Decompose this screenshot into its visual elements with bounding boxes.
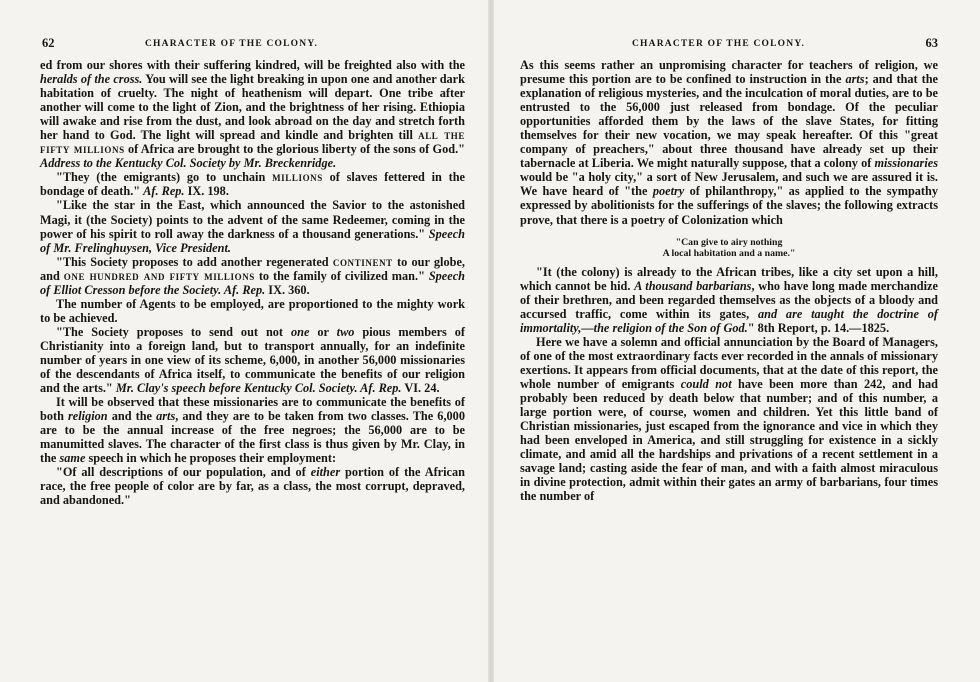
paragraph bbox=[40, 58, 465, 170]
text-run: same bbox=[59, 451, 86, 466]
text-run: You will see the light breaking in upon one and another dark habitation of cruelty. The night of heathenism will depart. One tribe after another will come to the light of Zion, and the brightness of her rising. Ethiopia will awake and rise from the dust, and look abroad on the day and stretch forth her hand to God. The light will spread and kindle and brighten till bbox=[40, 72, 465, 143]
text-run: missionaries bbox=[874, 156, 938, 171]
text-run: "This Society proposes to add another regenerated bbox=[56, 254, 333, 269]
left-running-head bbox=[40, 36, 465, 58]
text-run: VI. 24. bbox=[401, 381, 440, 396]
paragraph bbox=[520, 58, 938, 227]
text-run: arts bbox=[845, 72, 865, 87]
text-run: "Of all descriptions of our population, and of bbox=[56, 465, 311, 480]
text-run: heralds of the cross. bbox=[40, 72, 143, 87]
text-run: , who have long made merchandize of their brethren, and been regarded themselves as the objects of a bloody and accursed traffic, come within its gates, bbox=[520, 278, 938, 321]
text-run: IX. 360. bbox=[265, 282, 310, 297]
paragraph bbox=[40, 465, 465, 507]
text-run: "They (the emigrants) go to unchain bbox=[56, 170, 273, 185]
text-run: Mr. Clay's speech before Kentucky Col. Society. Af. Rep. bbox=[115, 381, 402, 396]
paragraph bbox=[40, 198, 465, 254]
text-run: A thousand barbarians bbox=[634, 278, 752, 293]
text-run: , and they are to be taken from two classes. The 6,000 are to be the annual increase of the free negroes; the 56,000 are to be manumitted slaves. The character of the first class is thus given by Mr. Clay, in the bbox=[40, 409, 465, 466]
text-run: Address to the Kentucky Col. Society by Mr. Breckenridge. bbox=[40, 156, 337, 171]
text-run: Speech of Elliot Cresson before the Society. Af. Rep. bbox=[40, 268, 466, 297]
paragraph bbox=[40, 395, 465, 465]
right-page-number: 63 bbox=[925, 36, 938, 50]
text-run: "It (the colony) is already to the African tribes, like a city set upon a hill, which cannot be hid. bbox=[520, 264, 938, 293]
right-running-title: CHARACTER OF THE COLONY. bbox=[632, 39, 806, 49]
right-page bbox=[520, 36, 938, 503]
text-run: of Africa are brought to the glorious liberty of the sons of God." bbox=[124, 142, 465, 157]
text-run: arts bbox=[156, 409, 176, 424]
text-run: Speech of Mr. Frelinghuysen, Vice President. bbox=[40, 226, 465, 255]
text-run: and are taught the doctrine of immortality,—the religion of the Son of God. bbox=[520, 306, 938, 335]
text-run: to the family of civilized man." bbox=[254, 268, 429, 283]
text-run: IX. 198. bbox=[184, 184, 229, 199]
right-running-head bbox=[520, 36, 938, 58]
text-run: one bbox=[290, 324, 310, 339]
text-run: and the bbox=[107, 409, 157, 424]
text-run: would be "a holy city," a sort of New Jerusalem, and such we are assured it is. We have heard of "the bbox=[520, 170, 938, 199]
text-run: millions bbox=[272, 170, 323, 185]
page-gutter bbox=[488, 0, 494, 682]
text-run: Af. Rep. bbox=[143, 184, 185, 199]
text-run: It will be observed that these missionaries are to communicate the benefits of both bbox=[40, 395, 465, 424]
text-run: portion of the African race, the free people of color are by far, as a class, the most corrupt, depraved, and abandoned." bbox=[40, 465, 465, 508]
paragraph bbox=[520, 265, 938, 335]
left-running-title: CHARACTER OF THE COLONY. bbox=[145, 39, 319, 49]
text-run: religion bbox=[68, 409, 108, 424]
text-run: Here we have a solemn and official annunciation by the Board of Managers, of one of the most extraordinary facts ever recorded in the annals of missionary exertions. It appears from official documents, that at the date of this report, the whole number of emigrants bbox=[520, 334, 938, 391]
text-run: As this seems rather an unpromising character for teachers of religion, we presume this portion are to be confined to instruction in the bbox=[520, 58, 938, 87]
paragraph bbox=[40, 297, 465, 325]
text-run: of philanthropy," as applied to the sympathy expressed by abolitionists for the sufferings of the slaves; the following extracts prove, that there is a poetry of Colonization which bbox=[520, 184, 939, 227]
paragraph bbox=[40, 170, 465, 198]
left-page-number: 62 bbox=[42, 36, 55, 50]
text-run: either bbox=[310, 465, 341, 480]
left-page-text bbox=[40, 58, 465, 508]
text-run: " 8th Report, p. 14.—1825. bbox=[747, 320, 890, 335]
text-run: "Like the star in the East, which announced the Savior to the astonished Magi, it (the Society) points to the advent of the same Redeemer, coming in the power of his spirit to roll away the darkness of a thousand generations." bbox=[40, 198, 465, 241]
text-run: pious members of Christianity into a foreign land, but to transport annually, for an indefinite number of years in one view of its scheme, 6,000, in another 56,000 missionaries of the descendants of Africa itself, to communicate the benefits of our religion and the arts." bbox=[40, 324, 465, 396]
text-run: could not bbox=[680, 376, 732, 391]
text-run: "The Society proposes to send out not bbox=[56, 324, 291, 339]
text-run: have been more than 242, and had probably been reduced by death below that number; and of this number, a large portion were, of course, women and children. Yet this little band of Christian missionaries, just escaped from the ignorance and vice in which they had been enveloped in America, and still struggling for existence in a sickly climate, and amid all the hardships and privations of a recent settlement in a savage land; casting aside the fear of man, and with a faith almost miraculous in divine protection, admit within their gates an army of barbarians, four times the number of bbox=[520, 376, 938, 504]
left-page bbox=[40, 36, 465, 508]
text-run: to our globe, and bbox=[40, 254, 465, 283]
text-run: all the fifty millions bbox=[40, 128, 465, 157]
paragraph bbox=[40, 325, 465, 395]
text-run: speech in which he proposes their employment: bbox=[85, 451, 337, 466]
text-run: one hundred and fifty millions bbox=[63, 268, 255, 283]
text-run: ; and that the explanation of religious mysteries, and the inculcation of moral duties, are to be entrusted to the 56,000 just released from bondage. Of the peculiar opportunities afforded them by the laws of the slave States, for fitting themselves for their new vocation, we may speak hereafter. Of this "great company of preachers," about three thousand have already set up their tabernacle at Liberia. We might naturally suppose, that a colony of bbox=[520, 72, 938, 171]
verse-line: "Can give to airy nothing bbox=[675, 236, 783, 248]
verse-quotation bbox=[520, 237, 938, 259]
paragraph bbox=[520, 335, 938, 504]
right-page-text-top bbox=[520, 58, 938, 227]
right-page-text-bottom bbox=[520, 265, 938, 504]
verse-line: A local habitation and a name." bbox=[662, 247, 796, 259]
paragraph bbox=[40, 255, 465, 297]
text-run: poetry bbox=[652, 184, 685, 199]
text-run: or bbox=[309, 324, 337, 339]
text-run: two bbox=[336, 324, 355, 339]
text-run: continent bbox=[332, 254, 393, 269]
text-run: The number of Agents to be employed, are proportioned to the mighty work to be achieved. bbox=[40, 296, 465, 325]
text-run: ed from our shores with their suffering kindred, will be freighted also with the bbox=[40, 58, 465, 72]
text-run: of slaves fettered in the bondage of death." bbox=[40, 170, 465, 199]
